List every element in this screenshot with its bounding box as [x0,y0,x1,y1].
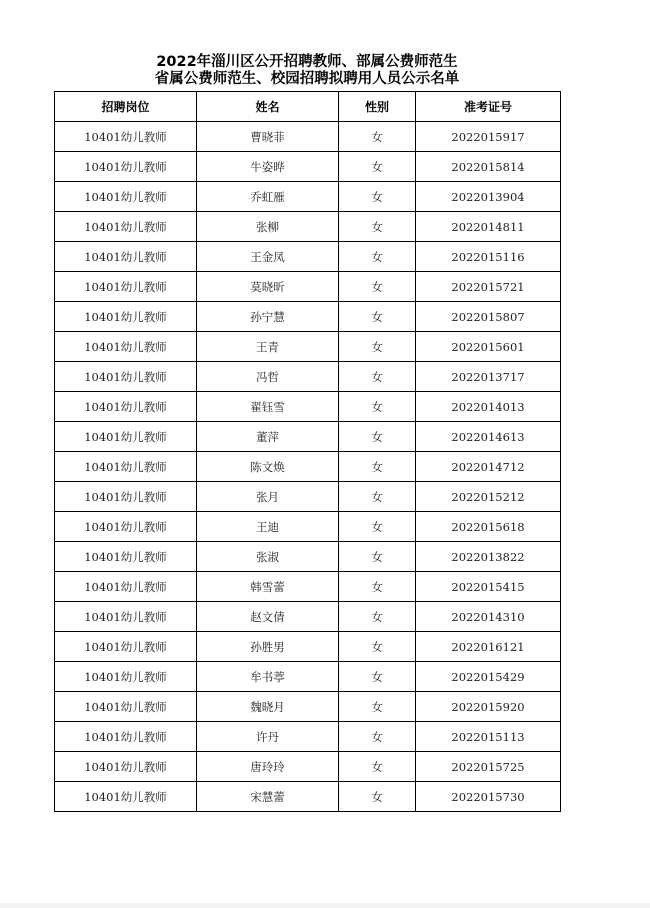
cell-gender: 女 [339,722,416,752]
cell-exam-number: 2022013822 [416,542,561,572]
cell-position: 10401幼儿教师 [55,482,197,512]
cell-name: 冯哲 [197,362,339,392]
cell-exam-number: 2022014310 [416,602,561,632]
table-row [55,752,561,782]
cell-exam-number: 2022015601 [416,332,561,362]
cell-gender: 女 [339,572,416,602]
table-row [55,362,561,392]
cell-gender: 女 [339,242,416,272]
cell-exam-number: 2022016121 [416,632,561,662]
cell-position: 10401幼儿教师 [55,542,197,572]
cell-name: 魏晓月 [197,692,339,722]
hiring-roster-table [54,91,561,812]
cell-position: 10401幼儿教师 [55,152,197,182]
page-bottom-divider [0,903,650,908]
cell-exam-number: 2022013717 [416,362,561,392]
cell-name: 张月 [197,482,339,512]
cell-position: 10401幼儿教师 [55,782,197,812]
cell-exam-number: 2022015730 [416,782,561,812]
cell-position: 10401幼儿教师 [55,722,197,752]
cell-gender: 女 [339,392,416,422]
cell-exam-number: 2022015415 [416,572,561,602]
cell-position: 10401幼儿教师 [55,512,197,542]
cell-gender: 女 [339,662,416,692]
cell-name: 韩雪蕾 [197,572,339,602]
cell-gender: 女 [339,782,416,812]
cell-name: 王青 [197,332,339,362]
cell-exam-number: 2022015113 [416,722,561,752]
cell-position: 10401幼儿教师 [55,602,197,632]
cell-position: 10401幼儿教师 [55,752,197,782]
table-row [55,602,561,632]
cell-name: 陈文焕 [197,452,339,482]
cell-gender: 女 [339,692,416,722]
cell-name: 翟钰雪 [197,392,339,422]
table-row [55,572,561,602]
table-row [55,632,561,662]
column-header-exam-number: 准考证号 [416,92,561,122]
column-header-name: 姓名 [197,92,339,122]
cell-gender: 女 [339,752,416,782]
cell-name: 王金凤 [197,242,339,272]
cell-position: 10401幼儿教师 [55,242,197,272]
cell-position: 10401幼儿教师 [55,302,197,332]
table-row [55,122,561,152]
cell-name: 赵文倩 [197,602,339,632]
column-header-gender: 性别 [339,92,416,122]
cell-gender: 女 [339,362,416,392]
table-row [55,482,561,512]
cell-gender: 女 [339,302,416,332]
cell-name: 曹晓菲 [197,122,339,152]
cell-gender: 女 [339,482,416,512]
cell-name: 莫晓昕 [197,272,339,302]
cell-position: 10401幼儿教师 [55,182,197,212]
cell-position: 10401幼儿教师 [55,572,197,602]
column-header-position: 招聘岗位 [55,92,197,122]
cell-position: 10401幼儿教师 [55,332,197,362]
cell-gender: 女 [339,182,416,212]
cell-exam-number: 2022015721 [416,272,561,302]
cell-name: 张柳 [197,212,339,242]
cell-name: 孙胜男 [197,632,339,662]
table-row [55,452,561,482]
cell-name: 宋慧蕾 [197,782,339,812]
cell-gender: 女 [339,542,416,572]
table-row [55,332,561,362]
cell-gender: 女 [339,632,416,662]
table-row [55,152,561,182]
cell-exam-number: 2022015807 [416,302,561,332]
cell-exam-number: 2022015814 [416,152,561,182]
table-header-row [55,92,561,122]
cell-position: 10401幼儿教师 [55,632,197,662]
cell-position: 10401幼儿教师 [55,362,197,392]
cell-exam-number: 2022014613 [416,422,561,452]
cell-exam-number: 2022014712 [416,452,561,482]
table-row [55,422,561,452]
cell-name: 牛姿晔 [197,152,339,182]
table-row [55,242,561,272]
table-row [55,302,561,332]
cell-gender: 女 [339,152,416,182]
cell-exam-number: 2022015618 [416,512,561,542]
cell-exam-number: 2022014013 [416,392,561,422]
cell-name: 王迪 [197,512,339,542]
cell-exam-number: 2022015116 [416,242,561,272]
cell-position: 10401幼儿教师 [55,212,197,242]
cell-position: 10401幼儿教师 [55,392,197,422]
table-row [55,782,561,812]
table-row [55,182,561,212]
cell-name: 张淑 [197,542,339,572]
cell-gender: 女 [339,332,416,362]
cell-position: 10401幼儿教师 [55,692,197,722]
cell-name: 孙宁慧 [197,302,339,332]
table-row [55,272,561,302]
table-row [55,512,561,542]
cell-gender: 女 [339,422,416,452]
cell-gender: 女 [339,452,416,482]
cell-gender: 女 [339,602,416,632]
cell-exam-number: 2022015429 [416,662,561,692]
cell-exam-number: 2022015725 [416,752,561,782]
cell-name: 牟书葶 [197,662,339,692]
cell-position: 10401幼儿教师 [55,662,197,692]
table-row [55,692,561,722]
cell-position: 10401幼儿教师 [55,122,197,152]
cell-exam-number: 2022015212 [416,482,561,512]
cell-exam-number: 2022015920 [416,692,561,722]
table-row [55,542,561,572]
table-row [55,392,561,422]
cell-gender: 女 [339,512,416,542]
table-row [55,662,561,692]
cell-position: 10401幼儿教师 [55,452,197,482]
cell-name: 乔虹雁 [197,182,339,212]
cell-gender: 女 [339,122,416,152]
cell-name: 董萍 [197,422,339,452]
page-title: 2022年淄川区公开招聘教师、部属公费师范生 [156,54,458,70]
cell-exam-number: 2022013904 [416,182,561,212]
cell-position: 10401幼儿教师 [55,422,197,452]
cell-name: 许丹 [197,722,339,752]
cell-exam-number: 2022014811 [416,212,561,242]
cell-gender: 女 [339,212,416,242]
table-row [55,722,561,752]
cell-position: 10401幼儿教师 [55,272,197,302]
cell-exam-number: 2022015917 [416,122,561,152]
cell-gender: 女 [339,272,416,302]
table-row [55,212,561,242]
page-subtitle: 省属公费师范生、校园招聘拟聘用人员公示名单 [154,71,460,87]
cell-name: 唐玲玲 [197,752,339,782]
